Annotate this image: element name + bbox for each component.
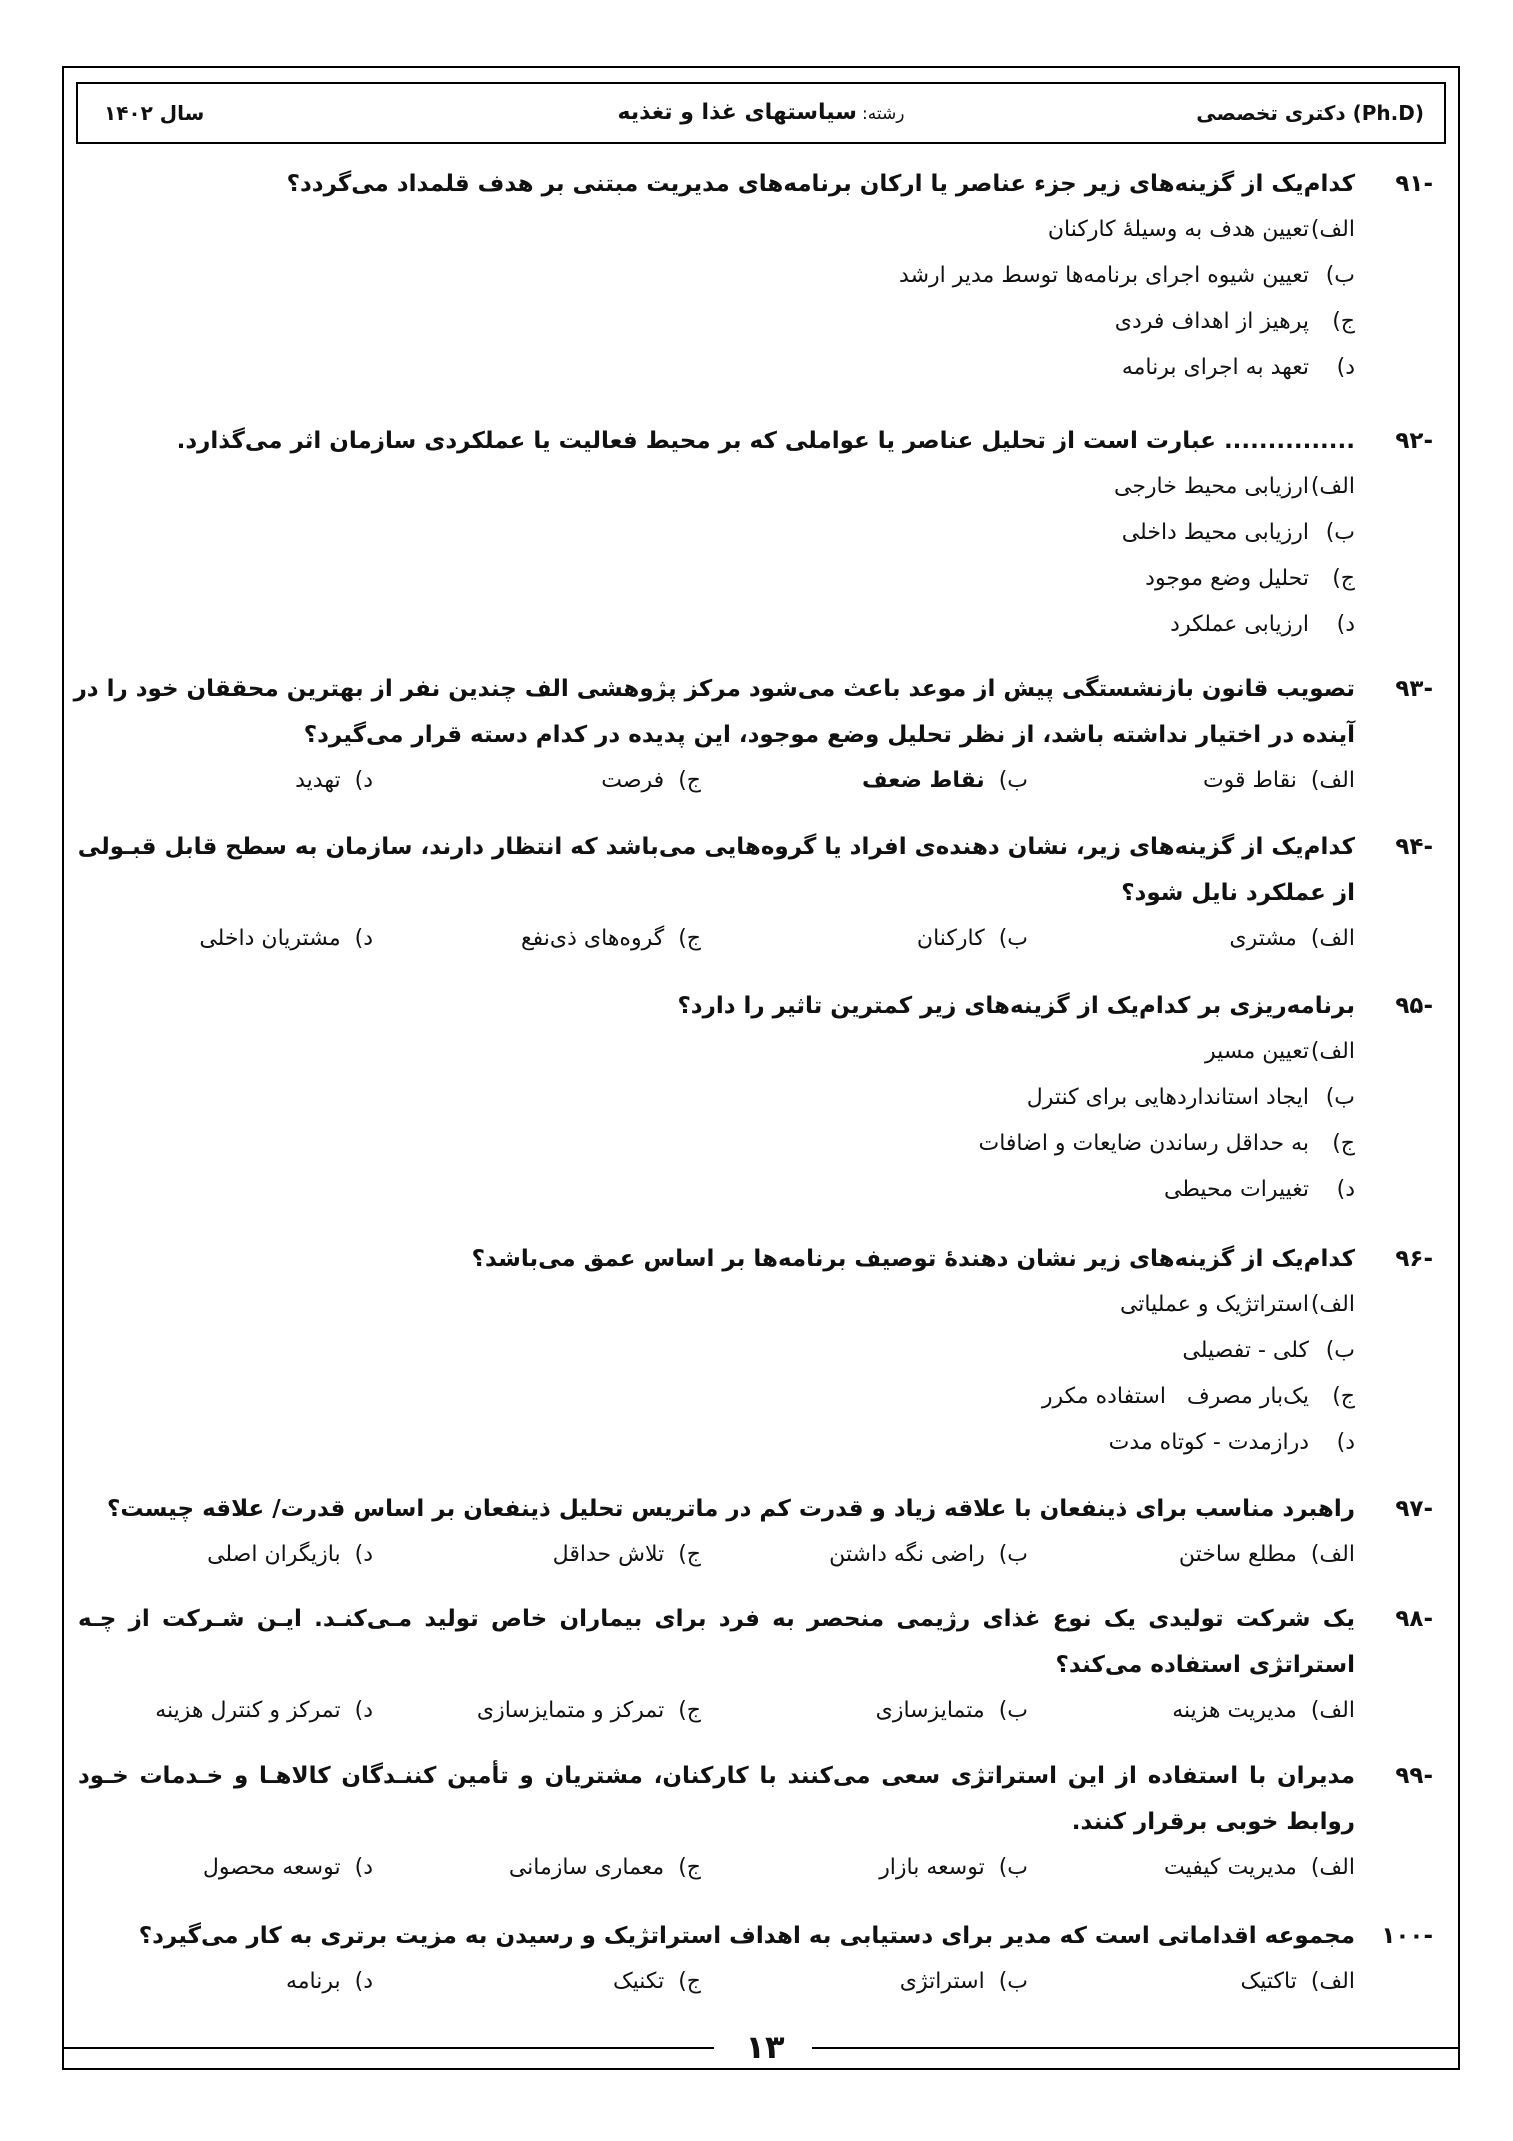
option-letter: ج) <box>1332 566 1355 591</box>
option[interactable] <box>78 345 1433 391</box>
option[interactable] <box>78 299 1433 345</box>
option-letter: ج) <box>1332 1131 1355 1156</box>
option[interactable] <box>78 1121 1433 1167</box>
options-row <box>78 1845 1433 1891</box>
option[interactable]: د)بازیگران اصلی <box>207 1542 373 1567</box>
options-row <box>78 758 1433 804</box>
option-letter: الف) <box>1310 474 1355 499</box>
option[interactable]: ج)معماری سازمانی <box>508 1855 701 1880</box>
option-letter: د) <box>1336 1177 1355 1202</box>
question-text: تصویب قانون بازنشستگی پیش از موعد باعث می‌شود مرکز پژوهشی الف چندین نفر از بهترین محققان خود را در <box>73 676 1355 702</box>
option[interactable]: ب)راضی نگه داشتن <box>829 1542 1028 1567</box>
question-text: از عملکرد نایل شود؟ <box>1121 880 1355 906</box>
option-text: یک‌بار مصرف استفاده مکرر <box>1041 1384 1309 1409</box>
question-number: ۹۷- <box>1395 1496 1433 1522</box>
option[interactable]: ج)تکنیک <box>612 1969 701 1994</box>
option-letter: د) <box>1336 355 1355 380</box>
question-text: راهبرد مناسب برای ذینفعان با علاقه زیاد و قدرت کم در ماتریس تحلیل ذینفعان بر اساس قدرت/ علاقه چیست؟ <box>107 1496 1355 1522</box>
option-letter: د) <box>1336 1430 1355 1455</box>
option-letter: ج) <box>1332 1384 1355 1409</box>
option[interactable] <box>78 207 1433 253</box>
option[interactable]: الف)نقاط قوت <box>1202 768 1355 793</box>
option[interactable]: ج)فرصت <box>601 768 701 793</box>
question-text: کدام‌یک از گزینه‌های زیر نشان دهندهٔ توصیف برنامه‌ها بر اساس عمق می‌باشد؟ <box>471 1246 1355 1272</box>
option[interactable]: ب)کارکنان <box>916 926 1028 951</box>
question-98 <box>78 1596 1433 1734</box>
question-number: ۹۴- <box>1395 834 1433 860</box>
question-94 <box>78 824 1433 962</box>
question-text: آینده در اختیار نداشته باشد، از نظر تحلیل وضع موجود، این پدیده در کدام دسته قرار می‌گیرد؟ <box>303 722 1355 748</box>
footer-rule-right <box>812 2047 1460 2049</box>
option[interactable] <box>78 1167 1433 1213</box>
option[interactable] <box>78 253 1433 299</box>
option-text: ارزیابی محیط داخلی <box>1121 520 1309 545</box>
option-letter: ب) <box>1325 1338 1355 1363</box>
option-text: تحلیل وضع موجود <box>1145 566 1309 591</box>
question-96 <box>78 1236 1433 1466</box>
option-text: تعیین شیوه اجرای برنامه‌ها توسط مدیر ارشد <box>899 263 1309 288</box>
option[interactable]: د)توسعه محصول <box>202 1855 373 1880</box>
question-97 <box>78 1486 1433 1578</box>
question-100 <box>78 1913 1433 2005</box>
option[interactable]: د)برنامه <box>285 1969 373 1994</box>
question-text: مجموعه اقداماتی است که مدیر برای دستیابی به اهداف استراتژیک و رسیدن به مزیت برتری به کار می‌گیرد؟ <box>138 1923 1355 1949</box>
option[interactable] <box>78 1029 1433 1075</box>
option[interactable]: ب)توسعه بازار <box>879 1855 1028 1880</box>
question-text: کدام‌یک از گزینه‌های زیر جزء عناصر یا ارکان برنامه‌های مدیریت مبتنی بر هدف قلمداد می‌گردد؟ <box>286 171 1355 197</box>
option-text: درازمدت - کوتاه مدت <box>1108 1430 1309 1455</box>
question-text: کدام‌یک از گزینه‌های زیر، نشان دهنده‌ی افراد یا گروه‌هایی می‌باشد که انتظار دارند، سازمان به سطح قابل قبـولی <box>77 834 1355 860</box>
option-letter: الف) <box>1310 217 1355 242</box>
options-row <box>78 916 1433 962</box>
question-95 <box>78 983 1433 1213</box>
option-text: ایجاد استانداردهایی برای کنترل <box>1026 1085 1309 1110</box>
option[interactable] <box>78 1328 1433 1374</box>
option[interactable]: د)مشتریان داخلی <box>199 926 373 951</box>
question-number: ۹۹- <box>1395 1763 1433 1789</box>
option-text: تغییرات محیطی <box>1164 1177 1309 1202</box>
option-letter: ب) <box>1325 263 1355 288</box>
question-text: مدیران با استفاده از این استراتژی سعی می‌کنند با کارکنان، مشتریان و تأمین کننـدگان کالاهـا و خـدمات خـود <box>78 1763 1355 1789</box>
option[interactable]: الف)تاکتیک <box>1240 1969 1355 1994</box>
question-number: ۹۵- <box>1395 993 1433 1019</box>
option[interactable]: ج)تلاش حداقل <box>552 1542 701 1567</box>
question-number: ۹۶- <box>1395 1246 1433 1272</box>
option[interactable]: الف)مدیریت کیفیت <box>1164 1855 1355 1880</box>
option[interactable] <box>78 556 1433 602</box>
exam-year: سال ۱۴۰۲ <box>104 101 205 125</box>
question-93 <box>73 666 1433 804</box>
question-text: برنامه‌ریزی بر کدام‌یک از گزینه‌های زیر کمترین تاثیر را دارد؟ <box>677 993 1355 1019</box>
question-99 <box>78 1753 1433 1891</box>
exam-header <box>76 82 1446 144</box>
field-label: رشته: <box>862 104 905 124</box>
question-text: روابط خوبی برقرار کنند. <box>1071 1809 1355 1835</box>
option-letter: ج) <box>1332 309 1355 334</box>
option-letter: الف) <box>1310 1292 1355 1317</box>
option[interactable]: ب)متمایزسازی <box>875 1698 1028 1723</box>
option[interactable]: د)تهدید <box>295 768 373 793</box>
option-text: به حداقل رساندن ضایعات و اضافات <box>978 1131 1309 1156</box>
option-text: تعیین هدف به وسیلهٔ کارکنان <box>1047 217 1309 242</box>
question-number: ۹۳- <box>1395 676 1433 702</box>
options-row <box>78 1959 1433 2005</box>
option[interactable]: ب)نقاط ضعف <box>861 768 1028 793</box>
question-text: ............... عبارت است از تحلیل عناصر یا عواملی که بر محیط فعالیت یا عملکردی سازمان اثر می‌گذارد. <box>176 428 1355 454</box>
question-number: ۹۲- <box>1395 428 1433 454</box>
field-name: سیاستهای غذا و تغذیه <box>617 100 857 125</box>
option-text: پرهیز از اهداف فردی <box>1114 309 1309 334</box>
option-letter: الف) <box>1310 1039 1355 1064</box>
option[interactable]: ج)گروه‌های ذی‌نفع <box>520 926 701 951</box>
option-text: ارزیابی محیط خارجی <box>1113 474 1309 499</box>
option[interactable] <box>78 602 1433 648</box>
option[interactable] <box>78 1282 1433 1328</box>
options-row <box>78 1532 1433 1578</box>
option-text: تعهد به اجرای برنامه <box>1121 355 1309 380</box>
question-92 <box>78 418 1433 648</box>
question-91 <box>78 161 1433 391</box>
option[interactable]: الف)مطلع ساختن <box>1178 1542 1355 1567</box>
page-number: ۱۳ <box>745 2028 785 2066</box>
option[interactable]: الف)مشتری <box>1229 926 1355 951</box>
question-number: ۱۰۰- <box>1381 1923 1433 1949</box>
option[interactable] <box>78 464 1433 510</box>
question-text: یک شرکت تولیدی یک نوع غذای رژیمی منحصر به فرد برای بیماران خاص تولید مـی‌کنـد. ایـن شـرکت از چـه <box>78 1606 1355 1632</box>
option[interactable]: الف)مدیریت هزینه <box>1172 1698 1355 1723</box>
options-row <box>78 1688 1433 1734</box>
field-title <box>618 84 905 143</box>
option[interactable] <box>78 1420 1433 1466</box>
option[interactable] <box>78 1374 1433 1420</box>
option[interactable] <box>78 510 1433 556</box>
question-text: استراتژی استفاده می‌کند؟ <box>1055 1652 1355 1678</box>
option-text: استراتژیک و عملیاتی <box>1119 1292 1309 1317</box>
option-letter: ب) <box>1325 1085 1355 1110</box>
option[interactable] <box>78 1075 1433 1121</box>
option[interactable]: د)تمرکز و کنترل هزینه <box>155 1698 373 1723</box>
footer-rule-left <box>62 2047 714 2049</box>
question-number: ۹۱- <box>1395 171 1433 197</box>
question-number: ۹۸- <box>1395 1606 1433 1632</box>
option-letter: د) <box>1336 612 1355 637</box>
exam-title: دکتری تخصصی (Ph.D) <box>1196 101 1424 125</box>
option-text: کلی - تفصیلی <box>1182 1338 1309 1363</box>
option-letter: ب) <box>1325 520 1355 545</box>
option[interactable]: ج)تمرکز و متمایزسازی <box>476 1698 701 1723</box>
option[interactable]: ب)استراتژی <box>899 1969 1028 1994</box>
option-text: تعیین مسیر <box>1205 1039 1309 1064</box>
option-text: ارزیابی عملکرد <box>1170 612 1309 637</box>
